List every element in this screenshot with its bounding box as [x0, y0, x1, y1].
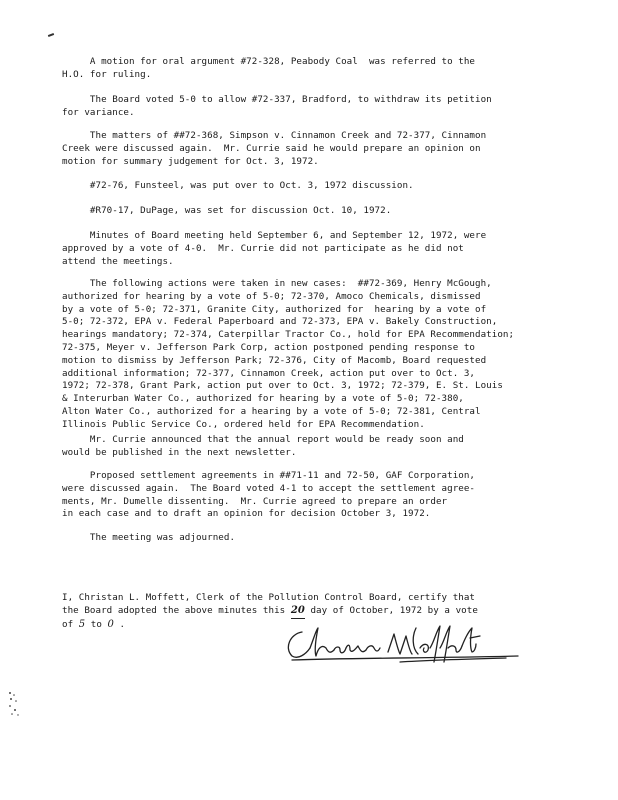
minutes-paragraph-dupage: #R70-17, DuPage, was set for discussion Oct. 10, 1972.	[62, 205, 392, 216]
scan-mark	[48, 33, 54, 37]
minutes-paragraph-oral-argument: A motion for oral argument #72-328, Peabody Coal was referred to the H.O. for ruling.	[62, 56, 476, 80]
certification-line-1: I, Christan L. Moffett, Clerk of the Pollution Control Board, certify that	[62, 592, 476, 603]
minutes-paragraph-cinnamon-creek: The matters of ##72-368, Simpson v. Cinnamon Creek and 72-377, Cinnamon Creek were discussed again. Mr. Currie said he would prepare an opinion on motion for summary judgement for Oct. 3, 1972.	[62, 130, 487, 167]
certification-line-3-after: .	[113, 618, 126, 630]
certification-line-3-before: of	[62, 618, 79, 630]
vote-for: 5	[78, 618, 86, 630]
vote-against: 0	[107, 618, 114, 630]
minutes-paragraph-bradford: The Board voted 5-0 to allow #72-337, Bradford, to withdraw its petition for variance.	[62, 94, 492, 118]
minutes-paragraph-new-cases: The following actions were taken in new cases: ##72-369, Henry McGough, authorized for hearing by a vote of 5-0; 72-370, Amoco Chemicals, dismissed by a vote of 5-0; 72-371, Granite City, authorized for hearing by a vote of 5-0; 72-372, EPA v. Federal Paperboard and 72-373, EPA v. Bakely Construction, hearings mandatory; 72-374, Caterpillar Tractor Co., hold for EPA Recommendation; 72-375, Meyer v. Jefferson Park Corp, action postponed pending response to motion to dismiss by Jefferson Park; 72-376, City of Macomb, Board requested additional information; 72-377, Cinnamon Creek, action put over to Oct. 3, 1972; 72-378, Grant Park, action put over to Oct. 3, 1972; 72-379, E. St. Louis & Interurban Water Co., authorized for hearing by a vote of 5-0; 72-380, Alton Water Co., authorized for a hearing by a vote of 5-0; 72-381, Central Illinois Public Service Co., ordered held for EPA Recommendation.	[62, 278, 515, 430]
minutes-paragraph-settlement: Proposed settlement agreements in ##71-11 and 72-50, GAF Corporation, were discussed again. The Board voted 4-1 to accept the settlement agree- ments, Mr. Dumelle dissenting. Mr. Currie agreed to prepare an order in each case and to draft an opinion for decision October 3, 1972.	[62, 470, 476, 520]
minutes-paragraph-approval: Minutes of Board meeting held September 6, and September 12, 1972, were approved by a vote of 4-0. Mr. Currie did not participate as he did not attend the meetings.	[62, 230, 487, 267]
certification-line-2-after: day of October, 1972 by a vote	[304, 604, 478, 616]
minutes-paragraph-funsteel: #72-76, Funsteel, was put over to Oct. 3, 1972 discussion.	[62, 180, 414, 191]
minutes-paragraph-annual-report: Mr. Currie announced that the annual report would be ready soon and would be published in the next newsletter.	[62, 434, 464, 458]
certification-day: 20	[291, 605, 305, 619]
clerk-signature	[280, 618, 530, 666]
scan-artifact	[6, 690, 28, 718]
minutes-paragraph-adjourned: The meeting was adjourned.	[62, 532, 236, 543]
certification-line-2-before: the Board adopted the above minutes this	[62, 604, 291, 616]
certification-line-3-mid: to	[85, 618, 108, 630]
